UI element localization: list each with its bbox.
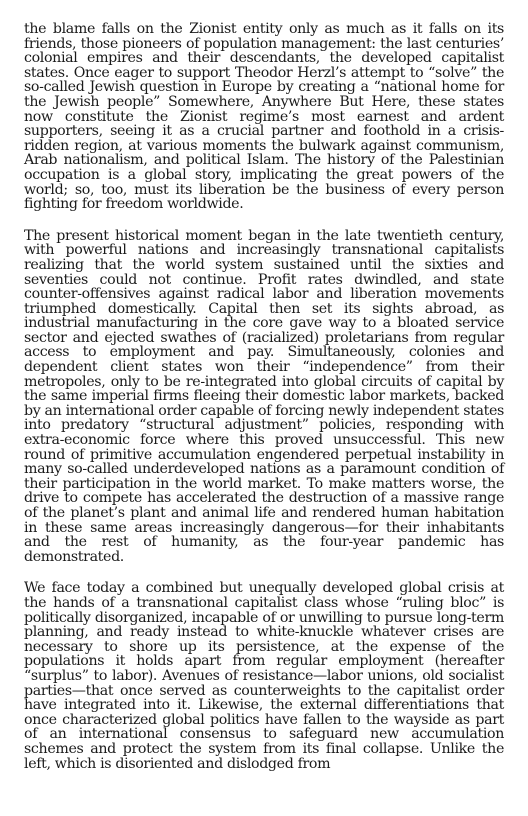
body-paragraph: the blame falls on the Zionist entity only as much as it falls on its friends, those pioneers of population management: the last centuries’ colonial empires and their descendants, the developed capitalist states. Once eager to support Theodor Herzl’s attempt to “solve” the so-called Jewish question in Europe by creating a “national home for the Jewish people” Somewhere, Anywhere But Here, these states now constitute the Zionist regime’s most earnest and ardent supporters, seeing it as a crucial partner and foothold in a crisis-ridden region, at various moments the bulwark against communism, Arab nationalism, and political Islam. The history of the Palestinian occupation is a global story, implicating the great powers of the world; so, too, must its liberation be the business of every person fighting for freedom worldwide.	[24, 21, 504, 213]
document-page	[24, 22, 504, 771]
body-paragraph: We face today a combined but unequally developed global crisis at the hands of a transnational capitalist class whose “ruling bloc” is politically disorganized, incapable of or unwilling to pursue long-term planning, and ready instead to white-knuckle whatever crises are necessary to shore up its persistence, at the expense of the populations it holds apart from regular employment (hereafter “surplus” to labor). Avenues of resistance—labor unions, old socialist parties—that once served as counterweights to the capitalist order have integrated into it. Likewise, the external differentiations that once characterized global politics have fallen to the wayside as part of an international consensus to safeguard new accumulation schemes and protect the system from its final collapse. Unlike the left, which is disoriented and dislodged from	[24, 580, 504, 772]
body-paragraph: The present historical moment began in the late twentieth century, with powerful nations and increasingly transnational capitalists realizing that the world system sustained until the sixties and seventies could not continue. Profit rates dwindled, and state counter-offensives against radical labor and liberation movements triumphed domestically. Capital then set its sights abroad, as industrial manufacturing in the core gave way to a bloated service sector and ejected swathes of (racialized) proletarians from regular access to employment and pay. Simultaneously, colonies and dependent client states won their “independence” from their metropoles, only to be re-integrated into global circuits of capital by the same imperial firms fleeing their domestic labor markets, backed by an international order capable of forcing newly independent states into predatory “structural adjustment” policies, responding with extra-economic force where this proved unsuccessful. This new round of primitive accumulation engendered perpetual instability in many so-called underdeveloped nations as a paramount condition of their participation in the world market. To make matters worse, the drive to compete has accelerated the destruction of a massive range of the planet’s plant and animal life and rendered human habitation in these same areas increasingly dangerous—for their inhabitants and the rest of humanity, as the four-year pandemic has demonstrated.	[24, 227, 504, 565]
